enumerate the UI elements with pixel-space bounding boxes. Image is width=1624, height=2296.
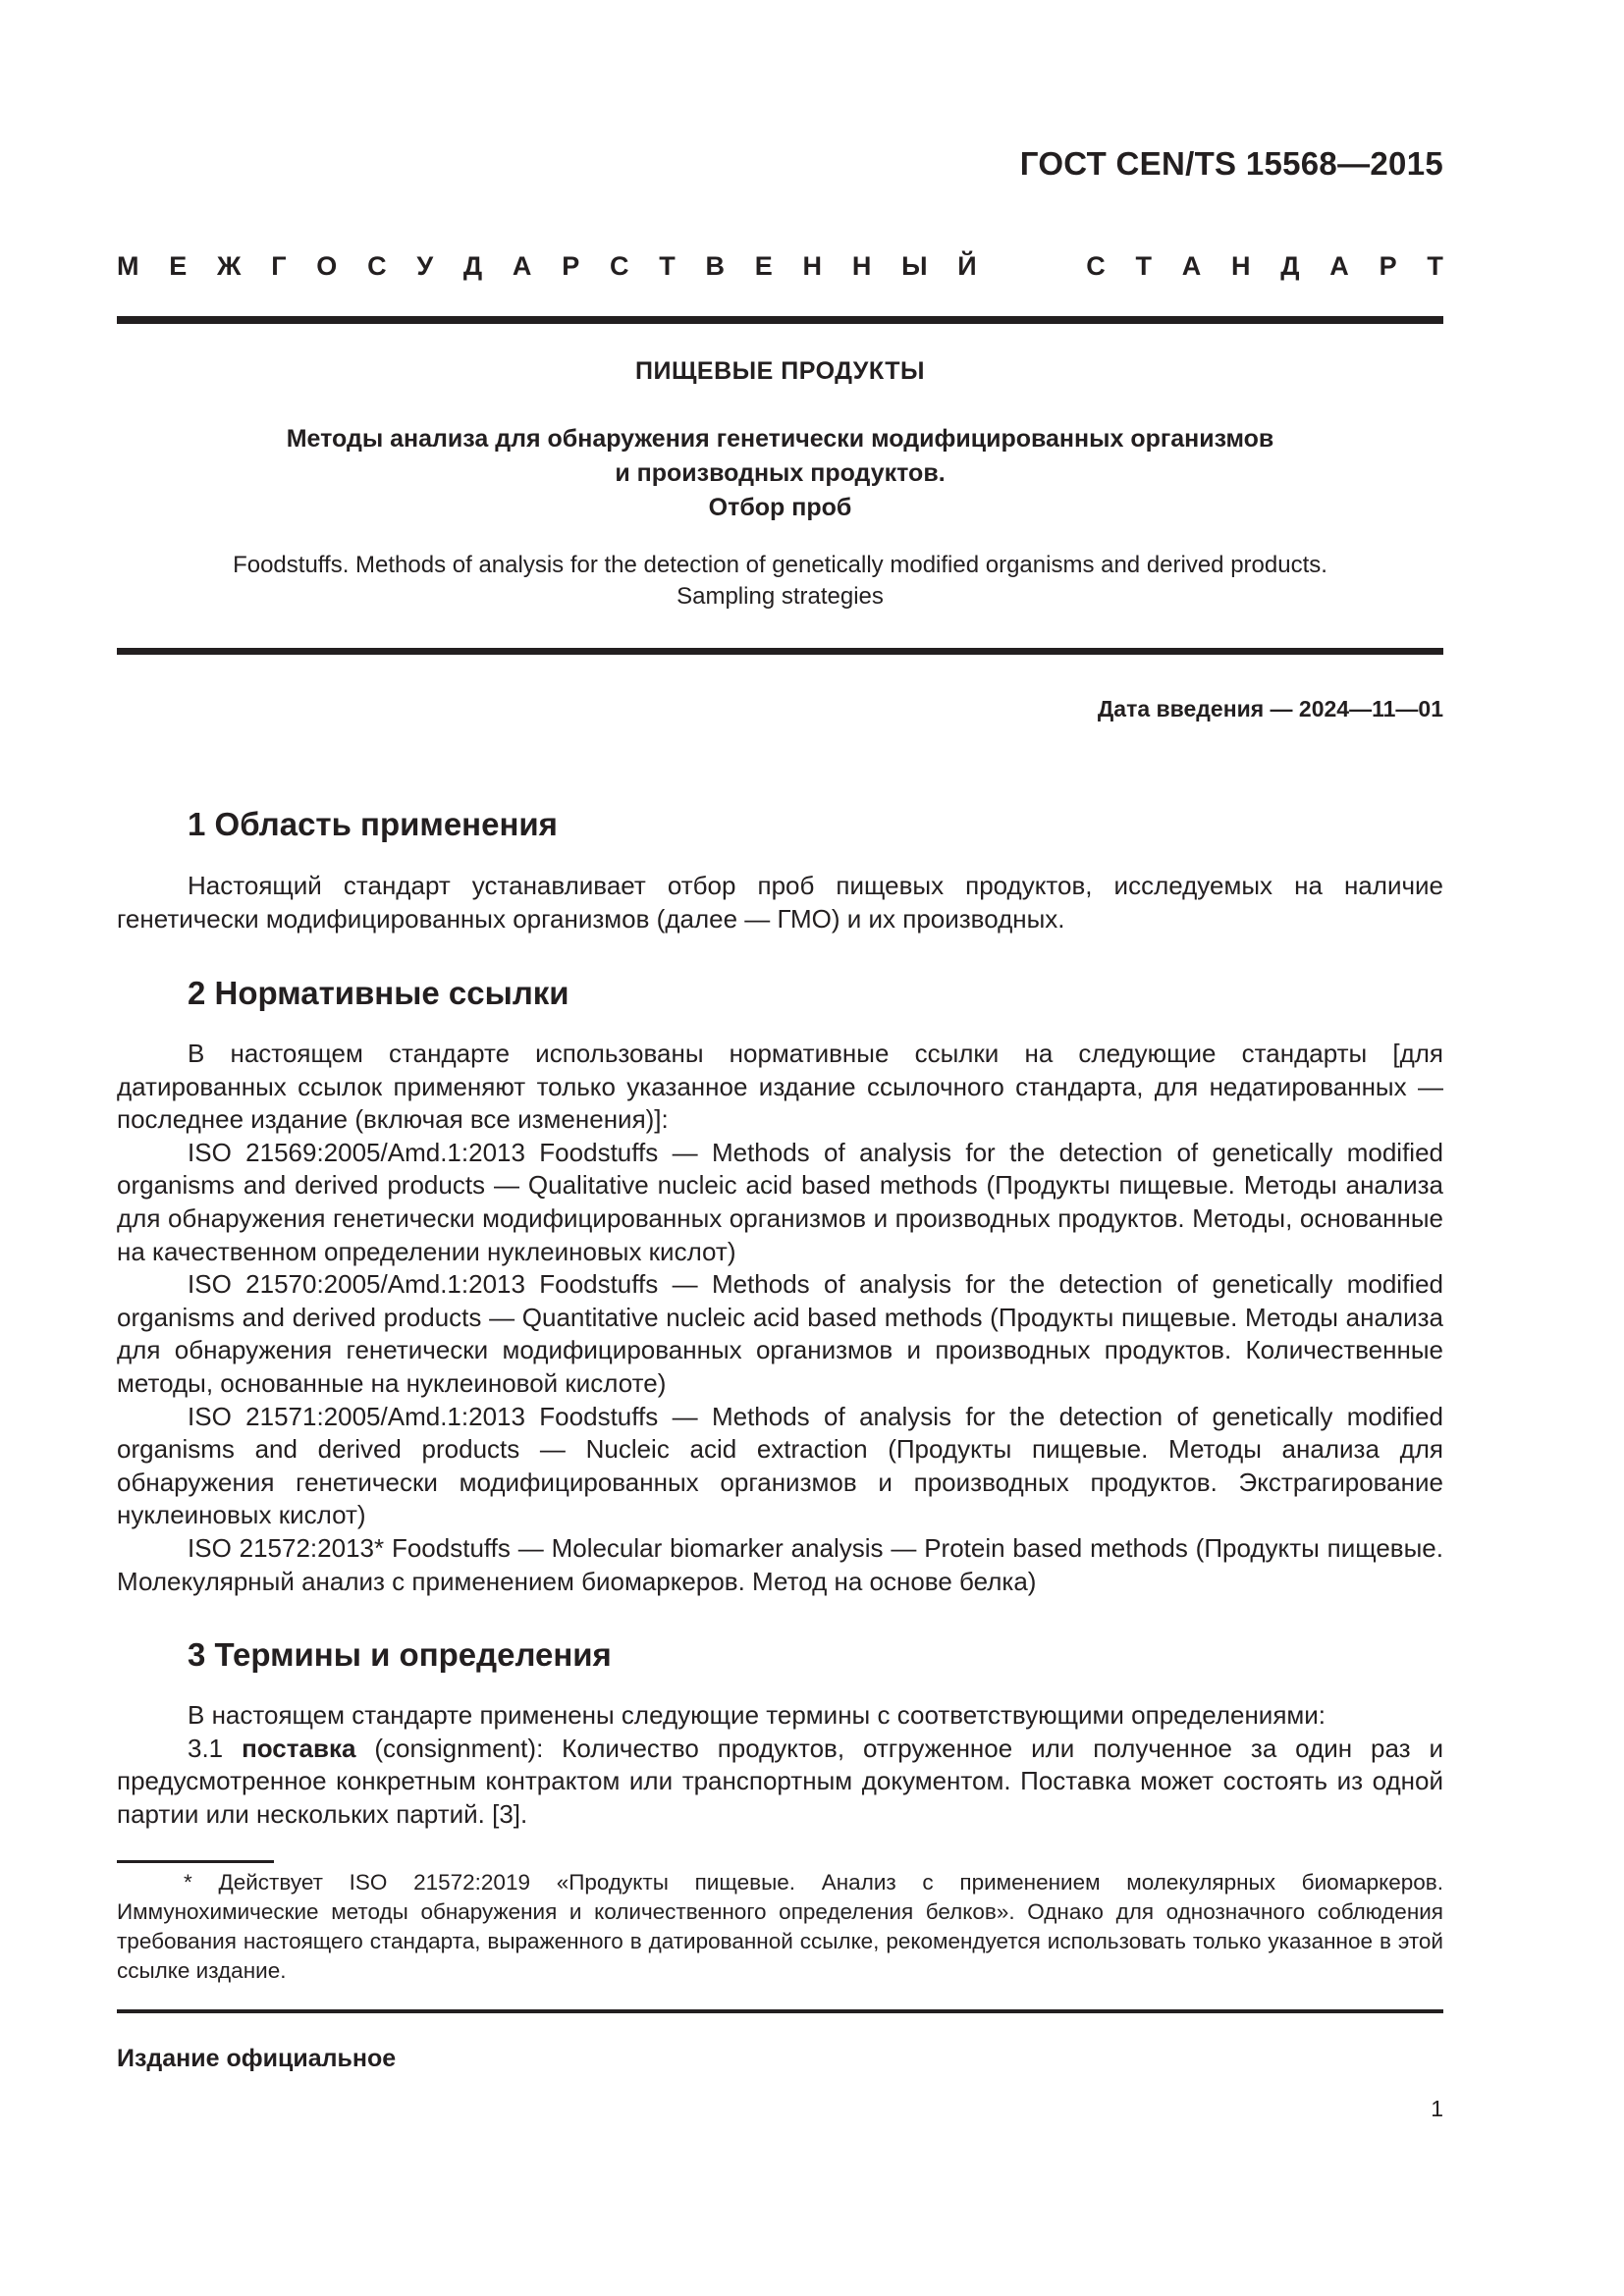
section-paragraph — [117, 870, 1443, 935]
paragraph-text: В настоящем стандарте использованы нормативные ссылки на следующие стандарты [для датированных ссылок применяют только указанное издание ссылочного стандарта, для недатированных — последнее издание (включая все изменения)]: — [117, 1039, 1443, 1135]
banner-letter: С — [609, 251, 629, 281]
banner-letter: Й — [957, 251, 977, 281]
banner-letter: Ы — [901, 251, 928, 281]
footnote-rule — [117, 1860, 274, 1863]
document-title: ПИЩЕВЫЕ ПРОДУКТЫ — [635, 357, 925, 385]
term-definition-text: (consignment): Количество продуктов, отгруженное или полученное за один раз и предусмотренное конкретным контрактом или транспортным документом. Поставка может состоять из одной партии или нескольких партий. [3]. — [117, 1733, 1443, 1829]
introduction-date: Дата введения — 2024—11—01 — [1097, 696, 1443, 721]
subtitle-line: Методы анализа для обнаружения генетически модифицированных организмов — [286, 425, 1274, 453]
banner-letter: Д — [462, 251, 483, 281]
banner-letter: Р — [1379, 251, 1397, 281]
document-number: ГОСТ CEN/TS 15568—2015 — [1019, 145, 1443, 182]
banner-letter: А — [1181, 251, 1202, 281]
reference-item: ISO 21570:2005/Amd.1:2013 Foodstuffs — Methods of analysis for the detection of genetically modified organisms and derived products — Quantitative nucleic acid based methods (Продукты пищевые. Методы анализа для обнаружения генетически модифицированных организмов и производных продуктов. Количественные методы, основанные на нуклеиновой кислоте) — [117, 1269, 1443, 1398]
banner-letter: Е — [754, 251, 773, 281]
bottom-rule — [117, 2009, 1443, 2013]
banner-letter: Н — [802, 251, 823, 281]
reference-item: ISO 21572:2013* Foodstuffs — Molecular biomarker analysis — Protein based methods (Продукты пищевые. Молекулярный анализ с применением биомаркеров. Метод на основе белка) — [117, 1532, 1443, 1596]
paragraph-text: Настоящий стандарт устанавливает отбор проб пищевых продуктов, исследуемых на наличие генетически модифицированных организмов (далее — ГМО) и их производных. — [117, 871, 1443, 934]
footnote — [117, 1868, 1443, 1986]
paragraph-text: В настоящем стандарте применены следующие термины с соответствующими определениями: — [188, 1700, 1326, 1730]
banner-letter: А — [512, 251, 532, 281]
english-title-line: Sampling strategies — [677, 583, 884, 610]
title-rule — [117, 648, 1443, 655]
banner-letter: Г — [271, 251, 287, 281]
english-title-line: Foodstuffs. Methods of analysis for the detection of genetically modified organisms and derived products. — [233, 552, 1327, 578]
banner-letter: Д — [1280, 251, 1300, 281]
term: поставка — [242, 1733, 356, 1763]
english-title — [117, 550, 1443, 613]
banner-letter: Н — [1231, 251, 1251, 281]
interstate-standard-banner — [117, 251, 1443, 282]
reference-item: ISO 21571:2005/Amd.1:2013 Foodstuffs — Methods of analysis for the detection of genetically modified organisms and derived products — Nucleic acid extraction (Продукты пищевые. Методы анализа для обнаружения генетически модифицированных организмов и производных продуктов. Экстрагирование нуклеиновых кислот) — [117, 1401, 1443, 1530]
banner-letter: С — [367, 251, 387, 281]
term-number: 3.1 — [188, 1733, 224, 1763]
section-heading: 3 Термины и определения — [188, 1636, 612, 1673]
banner-letter: О — [316, 251, 338, 281]
page-number: 1 — [1431, 2096, 1443, 2121]
banner-letter: В — [705, 251, 725, 281]
section-heading: 2 Нормативные ссылки — [188, 975, 569, 1011]
reference-item: ISO 21569:2005/Amd.1:2013 Foodstuffs — Methods of analysis for the detection of genetically modified organisms and derived products — Qualitative nucleic acid based methods (Продукты пищевые. Методы анализа для обнаружения генетически модифицированных организмов и производных продуктов. Методы, основанные на качественном определении нуклеиновых кислот) — [117, 1137, 1443, 1266]
document-subtitle — [117, 422, 1443, 525]
banner-letter: Ж — [217, 251, 242, 281]
banner-letter: Т — [659, 251, 676, 281]
section-paragraph — [117, 1038, 1443, 1598]
banner-gap — [1006, 251, 1056, 282]
banner-letter: Р — [562, 251, 580, 281]
banner-letter: Т — [1135, 251, 1152, 281]
section-paragraph — [117, 1699, 1443, 1831]
banner-letter: Н — [851, 251, 872, 281]
subtitle-line: Отбор проб — [708, 494, 852, 521]
banner-letter: С — [1086, 251, 1106, 281]
banner-letter: У — [416, 251, 434, 281]
subtitle-line: и производных продуктов. — [615, 459, 946, 487]
banner-letter: М — [117, 251, 139, 281]
banner-letter: Е — [169, 251, 188, 281]
term-definition — [117, 1733, 1443, 1832]
top-rule — [117, 316, 1443, 324]
banner-letter: А — [1329, 251, 1349, 281]
banner-letter: Т — [1427, 251, 1443, 281]
section-heading: 1 Область применения — [188, 806, 558, 842]
footnote-text: * Действует ISO 21572:2019 «Продукты пищевые. Анализ с применением молекулярных биомаркеров. Иммунохимические методы обнаружения и количественного определения белков». Однако для однозначного соблюдения требования настоящего стандарта, выраженного в датированной ссылке, рекомендуется использовать только указанное в этой ссылке издание. — [117, 1870, 1443, 1983]
edition-label: Издание официальное — [117, 2045, 397, 2072]
